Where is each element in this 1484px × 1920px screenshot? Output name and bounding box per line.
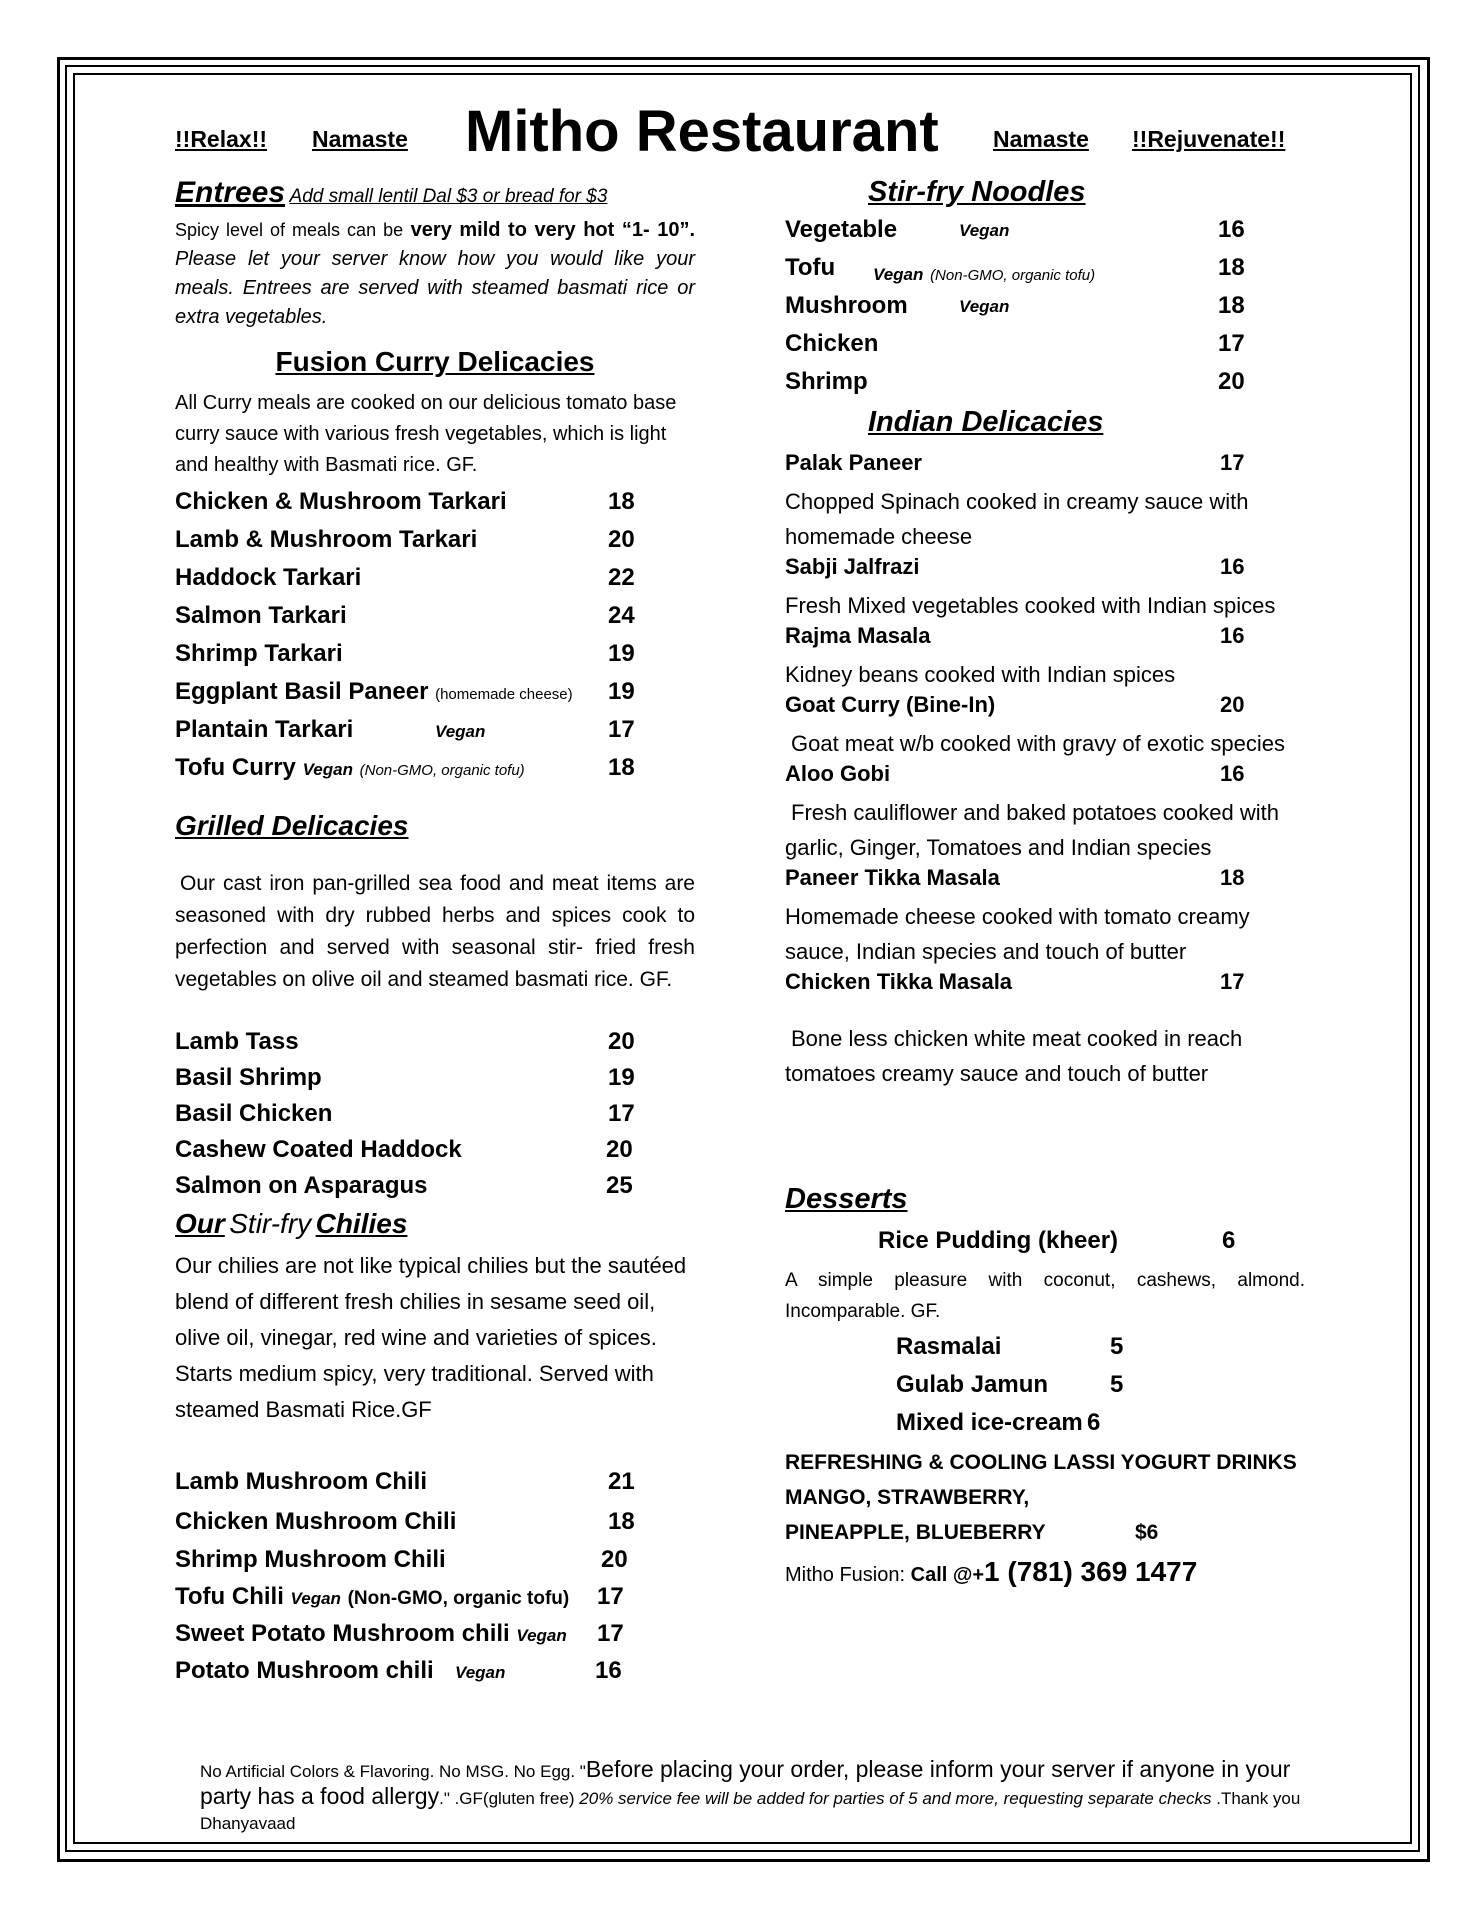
fusion-title: Fusion Curry Delicacies (275, 346, 595, 377)
dish-desc: Goat meat w/b cooked with gravy of exotic species (791, 731, 1286, 756)
menu-item: Haddock Tarkari 22 (175, 564, 635, 591)
menu-item: Eggplant Basil Paneer (homemade cheese) 19 (175, 678, 635, 705)
phone-number: 1 (781) 369 1477 (984, 1556, 1198, 1587)
dish-title: Sabji Jalfrazi 16 (785, 554, 1245, 579)
menu-item: Potato Mushroom chili Vegan 16 (175, 1657, 622, 1684)
lassi-block: REFRESHING & COOLING LASSI YOGURT DRINKS MANGO, STRAWBERRY, PINEAPPLE, BLUEBERRY $6 (785, 1451, 1297, 1544)
desserts-title: Desserts (785, 1183, 908, 1215)
header-namaste-left: Namaste (312, 126, 408, 152)
desserts-list (785, 1333, 1305, 1445)
noodles-title: Stir-fry Noodles (868, 176, 1086, 208)
left-column (175, 176, 695, 1694)
dish-title: Goat Curry (Bine-In) 20 (785, 692, 1245, 717)
menu-item: Lamb & Mushroom Tarkari 20 (175, 526, 635, 553)
dish-desc: Chopped Spinach cooked in creamy sauce with homemade cheese (785, 489, 1249, 549)
menu-item: Tofu Chili Vegan (Non-GMO, organic tofu) 17 (175, 1583, 624, 1610)
menu-item: Sweet Potato Mushroom chili Vegan 17 (175, 1620, 624, 1647)
chilies-list (175, 1468, 695, 1694)
menu-item: Mushroom Vegan 18 (785, 292, 1245, 319)
dish-desc: Homemade cheese cooked with tomato creamy sauce, Indian species and touch of butter (785, 904, 1250, 964)
menu-item: Basil Shrimp 19 (175, 1064, 635, 1091)
menu-item: Tofu Vegan (Non-GMO, organic tofu) 18 (785, 254, 1245, 284)
menu-item: Lamb Mushroom Chili 21 (175, 1468, 635, 1495)
entrees-heading (175, 176, 695, 216)
menu-item: Basil Chicken 17 (175, 1100, 635, 1127)
footer-note: No Artificial Colors & Flavoring. No MSG. No Egg. "Before placing your order, please inform your server if anyone in your party has a food allergy." .GF(gluten free) 20% service fee will be added for parties of 5 and more, requesting separate checks .Thank you Dhanyavaad (200, 1756, 1301, 1833)
menu-item: Shrimp Tarkari 19 (175, 640, 635, 667)
header-rejuvenate: !!Rejuvenate!! (1132, 126, 1286, 152)
menu-item: Mixed ice-cream 6 (896, 1409, 1101, 1436)
entrees-title: Entrees (175, 176, 286, 209)
menu-item: Shrimp 20 (785, 368, 1245, 395)
menu-item: Chicken 17 (785, 330, 1245, 357)
fusion-desc: All Curry meals are cooked on our delicious tomato base curry sauce with various fresh vegetables, which is light and healthy with Basmati rice. GF. (175, 392, 677, 476)
grilled-desc: Our cast iron pan-grilled sea food and meat items are seasoned with dry rubbed herbs and spices cook to perfection and served with seasonal stir- fried fresh vegetables on olive oil and steamed basmati rice. GF. (175, 872, 695, 991)
menu-item: Salmon on Asparagus 25 (175, 1172, 633, 1199)
pudding-desc: A simple pleasure with coconut, cashews, almond. Incomparable. GF. (785, 1270, 1305, 1322)
chilies-heading: Our Stir-fry Chilies (175, 1208, 408, 1239)
grilled-heading (175, 810, 695, 868)
menu-item: Salmon Tarkari 24 (175, 602, 635, 629)
menu-item: Cashew Coated Haddock 20 (175, 1136, 633, 1163)
menu-item: Chicken Mushroom Chili 18 (175, 1508, 635, 1535)
dish-desc: Bone less chicken white meat cooked in reach tomatoes creamy sauce and touch of butter (785, 1026, 1243, 1086)
dish-title: Palak Paneer 17 (785, 450, 1245, 475)
desserts-heading (785, 1183, 1305, 1227)
grilled-list (175, 1028, 695, 1208)
indian-list (785, 450, 1305, 1091)
menu-item: Chicken & Mushroom Tarkari 18 (175, 488, 635, 515)
dish-desc: Fresh cauliflower and baked potatoes cooked with garlic, Ginger, Tomatoes and Indian species (785, 800, 1279, 860)
menu-item: Gulab Jamun 5 (896, 1371, 1124, 1398)
menu-item: Vegetable Vegan 16 (785, 216, 1245, 243)
menu-item: Lamb Tass 20 (175, 1028, 635, 1055)
header-relax: !!Relax!! (175, 126, 268, 152)
dish-title: Aloo Gobi 16 (785, 761, 1245, 786)
restaurant-title: Mitho Restaurant (465, 99, 939, 164)
dish-title: Paneer Tikka Masala 18 (785, 865, 1245, 890)
menu-item: Plantain Tarkari Vegan 17 (175, 716, 635, 743)
menu-header (175, 99, 1305, 164)
indian-heading (785, 406, 1305, 450)
dish-desc: Kidney beans cooked with Indian spices (785, 662, 1176, 687)
menu-item: Shrimp Mushroom Chili 20 (175, 1546, 628, 1573)
fusion-list (175, 488, 695, 792)
dish-desc: Fresh Mixed vegetables cooked with Indian spices (785, 593, 1276, 618)
header-namaste-right: Namaste (993, 126, 1089, 152)
noodles-list (785, 216, 1305, 406)
grilled-title: Grilled Delicacies (175, 810, 409, 841)
entrees-info: Spicy level of meals can be very mild to very hot “1- 10”. Please let your server know how you would like your meals. Entrees are served with steamed basmati rice or extra vegetables. (175, 219, 696, 328)
entrees-addon: Add small lentil Dal $3 or bread for $3 (289, 186, 608, 207)
contact-line: Mitho Fusion: Call @+1 (781) 369 1477 (785, 1556, 1198, 1587)
fusion-heading (175, 346, 695, 388)
menu-item: Rice Pudding (kheer) 6 (878, 1227, 1236, 1254)
indian-title: Indian Delicacies (868, 406, 1104, 438)
dish-title: Chicken Tikka Masala 17 (785, 969, 1245, 994)
right-column (785, 176, 1305, 1588)
menu-item: Tofu Curry Vegan (Non-GMO, organic tofu) 18 (175, 754, 635, 781)
chilies-desc: Our chilies are not like typical chilies but the sautéed blend of different fresh chilies in sesame seed oil, olive oil, vinegar, red wine and varieties of spices. Starts medium spicy, very traditional. Served with steamed Basmati Rice.GF (175, 1253, 687, 1422)
dish-title: Rajma Masala 16 (785, 623, 1245, 648)
noodles-heading (785, 176, 1305, 216)
menu-item: Rasmalai 5 (896, 1333, 1124, 1360)
